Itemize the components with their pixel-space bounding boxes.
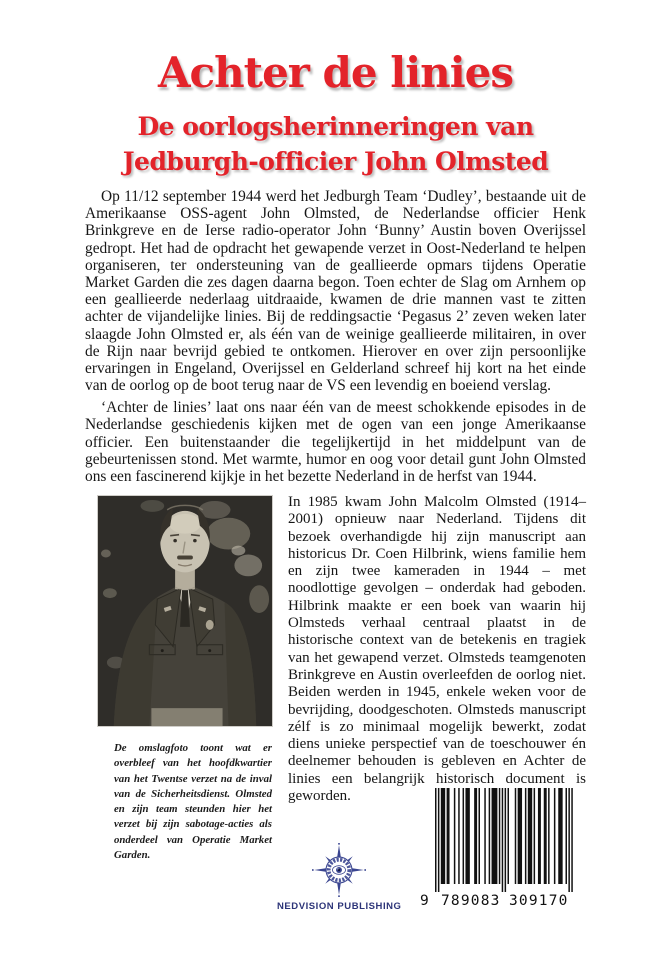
soldier-portrait-illustration: [98, 496, 272, 726]
barcode-digits-right: 309170: [509, 893, 569, 909]
publisher-block: [277, 843, 401, 912]
isbn-barcode: [419, 788, 577, 910]
bio-paragraph: In 1985 kwam John Malcolm Olmsted (1914–2001) opnieuw naar Nederland. Tijdens dit bezoek overhandigde hij zijn manuscript aan historicus Dr. Coen Hilbrink, wiens familie hem en zijn twee kameraden in 1944 – met noodlottige gevolgen – onderdak had geboden. Hilbrink maakte er een boek van waarin hij Olmsteds verhaal centraal plaatst in de historische context van de betekenis en tragiek van het gewapend verzet. Olmsteds teamgenoten Brinkgreve en Austin overleefden de oorlog niet. Beiden werden in 1945, enkele weken voor de bevrijding, doodgeschoten. Olmsteds manuscript zélf is zo minimaal mogelijk bewerkt, zodat diens unieke perspectief van de toeschouwer én deelnemer behouden is gebleven en Achter de linies een belangrijk historisch document is geworden.: [288, 494, 586, 805]
cover-photo: [97, 495, 273, 727]
publisher-name: NEDVISION PUBLISHING: [277, 901, 402, 912]
intro-paragraph: Op 11/12 september 1944 werd het Jedburgh Team ‘Dudley’, bestaande uit de Amerikaanse OSS-agent John Olmsted, de Nederlandse officier Henk Brinkgreve en de Ierse radio-operator John ‘Bunny’ Austin boven Overijssel gedropt. Het had de opdracht het gewapende verzet in Oost-Nederland te helpen organiseren, ter ondersteuning van de geallieerde opmars tijdens Operatie Market Garden die zes dagen daarna begon. Toen echter de Slag om Arnhem op een geallieerde nederlaag uitdraaide, kwamen de drie mannen vast te zitten achter de vijandelijke linies. Bij de reddingsactie ‘Pegasus 2’ zeven weken later slaagde John Olmsted er, als één van de weinige geallieerde militairen, in over de Rijn naar bevrijd gebied te ontkomen. Hierover en over zijn persoonlijke ervaringen in Engeland, Overijssel en Gelderland schreef hij kort na het einde van de oorlog op de boot terug naar de VS een levendig en boeiend verslag.: [85, 188, 586, 395]
page-title: Achter de linies: [157, 48, 514, 97]
barcode-bars: [435, 788, 573, 892]
compass-eye-logo-icon: [312, 843, 366, 897]
photo-caption: De omslagfoto toont wat er overbleef van het hoofdkwartier van het Twentse verzet na de inval van de Sicherheitsdienst. Olmsted en zijn team steunden hier het verzet bij zijn sabotage-acties als onderdeel van Operatie Market Garden.: [114, 742, 272, 862]
review-paragraph: ‘Achter de linies’ laat ons naar één van de meest schokkende episodes in de Nederlandse geschiedenis kijken met de ogen van een jonge Amerikaanse officier. Een buitenstaander die tegelijkertijd in het middelpunt van de gebeurtenissen stond. Met warmte, humor en oog voor detail gunt John Olmsted ons een fascinerend kijkje in het bezette Nederland in de herfst van 1944.: [85, 399, 586, 486]
subtitle-line-1: De oorlogsherinneringen van: [137, 112, 534, 141]
barcode-digit-first: 9: [420, 893, 430, 909]
barcode-digits-left: 789083: [441, 893, 501, 909]
subtitle-line-2: Jedburgh-officier John Olmsted: [122, 147, 549, 176]
